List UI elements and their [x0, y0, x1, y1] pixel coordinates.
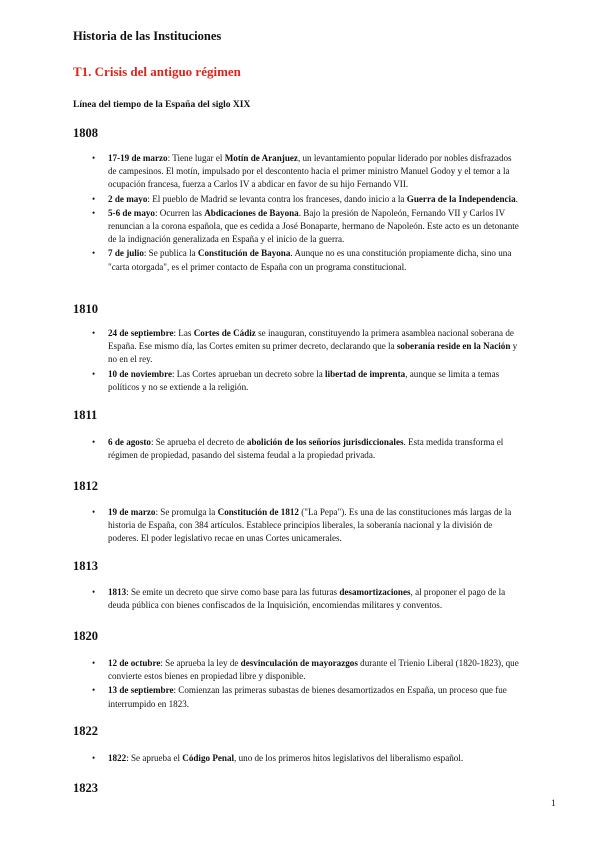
- entry-highlight: 24 de septiembre: [108, 328, 174, 338]
- timeline-entry: [92, 247, 522, 273]
- entry-text: , un levantamiento popular liderado por nobles disfrazados de campesinos. El motín, impulsado por el descontento hacia el primer ministro Manuel Godoy y el temor a la ocupación francesa, fuerza a Carlos IV a abdicar en favor de su hijo Fernando VII.: [108, 153, 512, 190]
- timeline-entry: [92, 368, 522, 394]
- timeline-entry: [92, 327, 522, 367]
- entry-highlight: 1822: [108, 753, 127, 763]
- entry-highlight: desamortizaciones: [339, 587, 411, 597]
- entry-highlight: abolición de los señoríos jurisdiccionales: [246, 437, 404, 447]
- year-list-1811: [92, 436, 522, 463]
- entry-text: : El pueblo de Madrid se levanta contra los franceses, dando inicio a la: [147, 193, 407, 204]
- timeline-entry: [92, 752, 522, 765]
- document-title: Historia de las Instituciones: [73, 29, 222, 43]
- entry-highlight: 13 de septiembre: [108, 685, 174, 696]
- year-list-1810: [92, 327, 522, 395]
- entry-highlight: 19 de marzo: [108, 507, 156, 517]
- entry-text: : Se publica la: [143, 248, 198, 259]
- entry-text: , aunque se limita a temas políticos y no se extiende a la religión.: [108, 368, 500, 392]
- timeline-entry: [92, 436, 522, 462]
- year-list-1808: [92, 152, 522, 275]
- year-heading-1820: 1820: [73, 629, 98, 643]
- entry-text: y no en el rey.: [108, 341, 518, 365]
- entry-highlight: 2 de mayo: [108, 193, 148, 204]
- entry-text: : Las Cortes aprueban un decreto sobre la: [172, 368, 326, 379]
- entry-text: : Se promulga la: [155, 507, 218, 517]
- timeline-entry: [92, 152, 522, 192]
- timeline-entry: [92, 506, 522, 546]
- timeline-entry: [92, 193, 522, 206]
- timeline-entry: [92, 207, 522, 247]
- section-title: T1. Crisis del antiguo régimen: [73, 64, 241, 79]
- entry-highlight: Constitución de Bayona: [197, 248, 291, 259]
- entry-text: : Comienzan las primeras subastas de bienes desamortizados en España, un proceso que fue interrumpido en 1823.: [108, 685, 507, 709]
- entry-highlight: 7 de julio: [108, 248, 144, 259]
- entry-highlight: 12 de octubre: [108, 658, 161, 668]
- entry-highlight: soberanía reside en la Nación: [396, 341, 511, 352]
- entry-text: durante el Trienio Liberal (1820-1823), que convierte estos bienes en propiedad libre y disponible.: [108, 658, 519, 682]
- entry-highlight: Motín de Aranjuez: [224, 153, 298, 163]
- entry-text: : Se aprueba el decreto de: [150, 437, 247, 447]
- timeline-entry: [92, 586, 522, 612]
- year-list-1813: [92, 586, 522, 613]
- entry-text: ("La Pepa"). Es una de las constituciones más largas de la historia de España, con 384 artículos. Establece principios liberales, la soberanía nacional y la división de poderes. El poder legislativo recae en unas Cortes unicamerales.: [108, 507, 512, 544]
- year-heading-1810: 1810: [73, 302, 98, 316]
- entry-text: .: [515, 193, 518, 204]
- year-heading-1808: 1808: [73, 126, 98, 140]
- entry-highlight: desvinculación de mayorazgos: [240, 658, 358, 668]
- entry-text: , al proponer el pago de la deuda pública con bienes confiscados de la Inquisición, encomiendas militares y conventos.: [108, 587, 506, 611]
- entry-highlight: Cortes de Cádiz: [193, 328, 256, 338]
- entry-highlight: Abdicaciones de Bayona: [204, 207, 299, 218]
- year-list-1812: [92, 506, 522, 547]
- page-number: 1: [551, 799, 556, 809]
- entry-text: . Aunque no es una constitución propiamente dicha, sino una "carta otorgada", es el primer contacto de España con un programa constitucional.: [108, 248, 512, 272]
- entry-text: . Bajo la presión de Napoleón, Fernando VII y Carlos IV renuncian a la corona española, que es cedida a José Bonaparte, hermano de Napoleón. Este acto es un detonante de la indignación generalizada en España y el inicio de la guerra.: [108, 207, 519, 245]
- timeline-entry: [92, 657, 522, 683]
- entry-highlight: 5-6 de mayo: [108, 207, 155, 218]
- entry-highlight: 1813: [108, 587, 127, 597]
- entry-text: : Las: [173, 328, 194, 338]
- timeline-entry: [92, 684, 522, 710]
- entry-highlight: 6 de agosto: [108, 437, 151, 447]
- entry-highlight: Constitución de 1812: [217, 507, 299, 517]
- entry-highlight: libertad de imprenta: [325, 368, 406, 379]
- entry-text: : Ocurren las: [154, 207, 205, 218]
- entry-text: : Se emite un decreto que sirve como base para las futuras: [126, 587, 340, 597]
- year-heading-1812: 1812: [73, 479, 98, 493]
- timeline-subtitle: Línea del tiempo de la España del siglo XIX: [73, 100, 251, 110]
- year-list-1822: [92, 752, 522, 766]
- entry-text: : Se aprueba el: [126, 753, 183, 763]
- year-list-1820: [92, 657, 522, 712]
- entry-text: : Tiene lugar el: [167, 153, 225, 163]
- entry-highlight: 10 de noviembre: [108, 368, 172, 379]
- entry-highlight: Guerra de la Independencia: [406, 193, 516, 204]
- year-heading-1813: 1813: [73, 559, 98, 573]
- year-heading-1822: 1822: [73, 724, 98, 738]
- entry-text: , uno de los primeros hitos legislativos del liberalismo español.: [234, 753, 464, 763]
- year-heading-1811: 1811: [73, 408, 98, 422]
- year-heading-1823: 1823: [73, 781, 98, 795]
- entry-text: se inauguran, constituyendo la primera asamblea nacional soberana de España. Ese mismo día, las Cortes emiten su primer decreto, declarando que la: [108, 328, 514, 352]
- entry-text: : Se aprueba la ley de: [160, 658, 241, 668]
- entry-highlight: Código Penal: [182, 753, 235, 763]
- entry-text: . Esta medida transforma el régimen de propiedad, pasando del sistema feudal a la propiedad privada.: [108, 437, 504, 461]
- entry-highlight: 17-19 de marzo: [108, 153, 168, 163]
